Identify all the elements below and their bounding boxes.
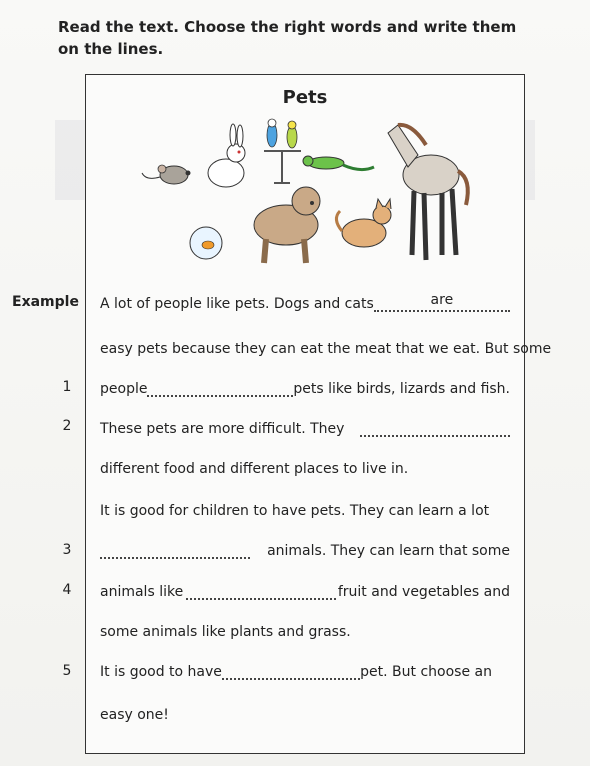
example-answer: are	[430, 292, 454, 308]
text-segment: A lot of people like pets. Dogs and cats	[100, 296, 374, 312]
answer-blank-4[interactable]	[186, 582, 336, 600]
instruction: Read the text. Choose the right words and write them on the lines.	[58, 18, 517, 58]
text-line-10	[100, 662, 492, 682]
answer-blank-1[interactable]	[147, 379, 293, 397]
text-segment: people	[100, 381, 148, 397]
cat-picture	[336, 199, 391, 247]
text-line-4	[100, 419, 510, 439]
text-line-2: easy pets because they can eat the meat that we eat. But some	[100, 341, 552, 357]
text-line-11: easy one!	[100, 707, 169, 723]
text-box	[85, 74, 552, 754]
dog-picture	[254, 187, 320, 263]
lizard-picture	[303, 156, 374, 170]
answer-blank-2[interactable]	[360, 419, 510, 437]
text-line-9: some animals like plants and grass.	[100, 624, 351, 640]
answer-blank-5[interactable]	[222, 662, 360, 680]
page-title: Pets	[282, 87, 328, 108]
question-number-3: 3	[62, 542, 72, 558]
answer-blank-example	[374, 294, 510, 312]
text-line-3	[100, 379, 510, 399]
question-number-4: 4	[62, 582, 72, 598]
text-line-7	[100, 541, 510, 561]
text-segment: fruit and vegetables and	[337, 584, 510, 600]
budgies-picture	[264, 119, 301, 183]
example-label: Example	[12, 294, 79, 310]
rabbit-picture	[208, 124, 245, 187]
text-segment: animals like	[100, 584, 184, 600]
goldfish-picture	[190, 227, 222, 259]
question-number-1: 1	[62, 379, 72, 395]
text-segment: animals. They can learn that some	[267, 543, 510, 559]
answer-blank-3[interactable]	[100, 541, 250, 559]
text-line-5: different food and different places to live in.	[100, 461, 409, 477]
text-segment: It is good to have	[100, 664, 222, 680]
text-segment: pets like birds, lizards and fish.	[293, 381, 510, 397]
text-line-6: It is good for children to have pets. They can learn a lot	[100, 503, 490, 519]
pets-illustration	[136, 115, 476, 265]
question-number-5: 5	[62, 663, 72, 679]
question-number-2: 2	[62, 418, 72, 434]
mouse-picture	[142, 165, 191, 184]
horse-picture	[388, 125, 468, 260]
text-line-1	[100, 294, 510, 314]
text-line-8	[100, 582, 510, 602]
text-segment: These pets are more difficult. They	[100, 421, 345, 437]
text-segment: pet. But choose an	[360, 664, 492, 680]
